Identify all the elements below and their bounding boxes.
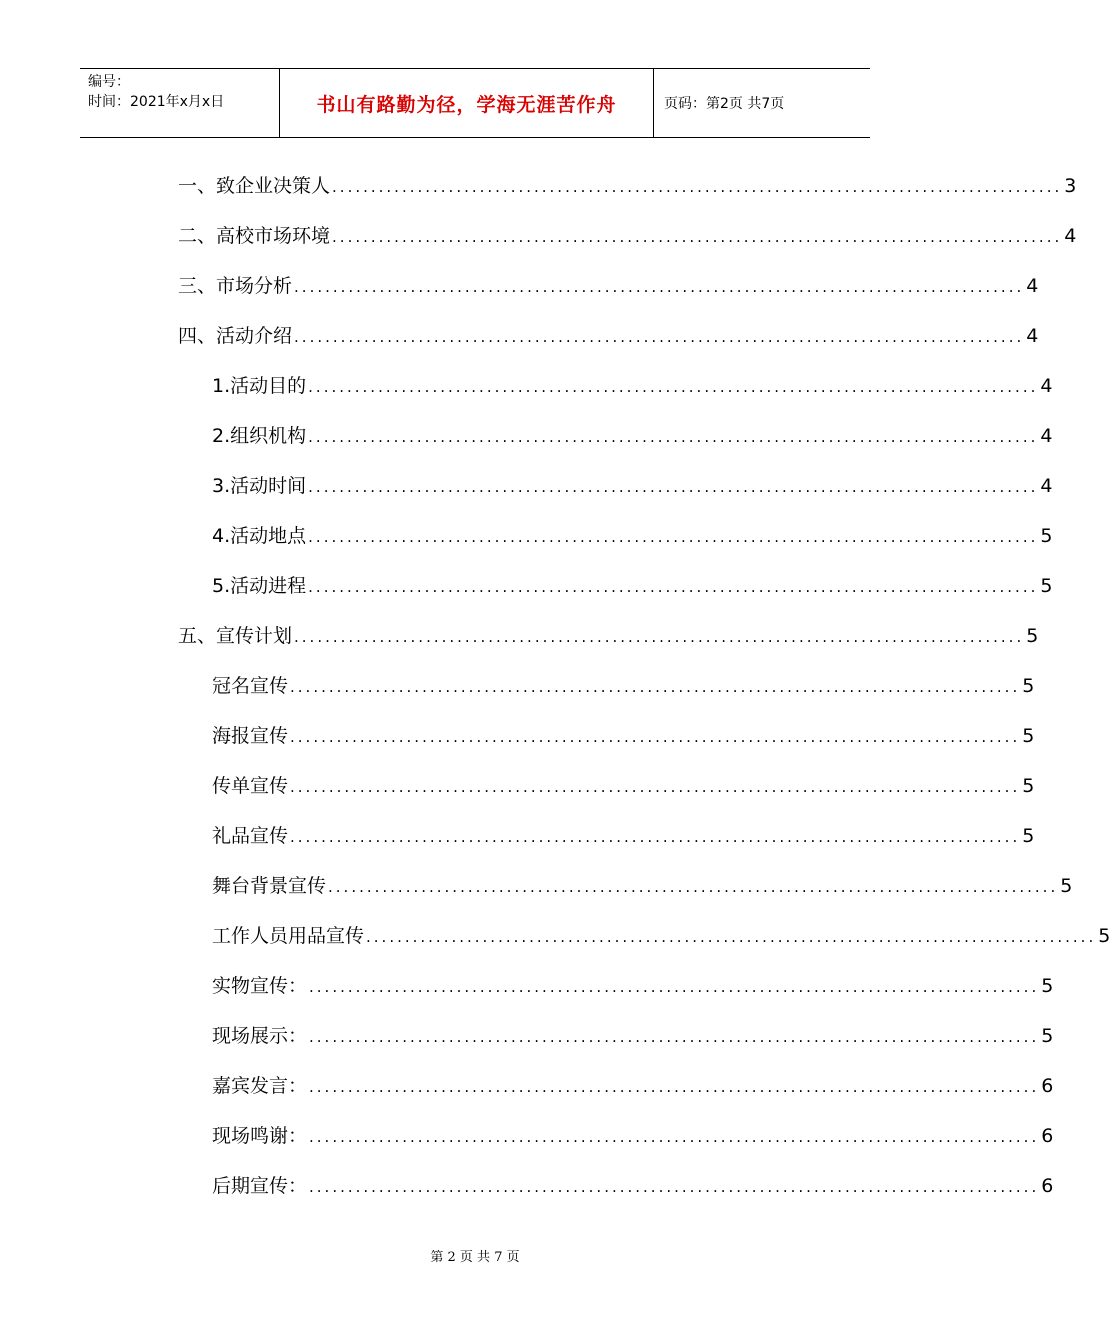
toc-leader-dots: ..............................................................................................: [290, 828, 1021, 846]
toc-entry-number: 3.: [212, 475, 231, 497]
toc-entry-page: 4: [1040, 425, 1053, 447]
toc-leader-dots: ..............................................................................................: [294, 278, 1025, 296]
toc-leader-dots: ..............................................................................................: [309, 1078, 1040, 1096]
toc-entry-page: 4: [1040, 375, 1053, 397]
toc-leader-dots: ..............................................................................................: [309, 1028, 1040, 1046]
toc-leader-dots: ..............................................................................................: [309, 1128, 1040, 1146]
toc-entry-page: 4: [1026, 275, 1039, 297]
header-page-info: 页码：第2页 共7页: [664, 96, 785, 112]
toc-entry-number: 一、: [178, 175, 217, 197]
toc-entry-label: 活动目的: [230, 375, 307, 397]
toc-entry-page: 6: [1041, 1175, 1054, 1197]
toc-entry-page: 5: [1040, 575, 1053, 597]
toc-entry[interactable]: [178, 168, 1077, 198]
toc-entry-page: 3: [1064, 175, 1077, 197]
toc-entry-label: 组织机构: [230, 425, 307, 447]
toc-leader-dots: ..............................................................................................: [309, 1178, 1040, 1196]
toc-leader-dots: ..............................................................................................: [309, 978, 1040, 996]
toc-leader-dots: ..............................................................................................: [308, 528, 1039, 546]
toc-entry[interactable]: [212, 418, 1053, 448]
toc-entry-number: 三、: [178, 275, 217, 297]
toc-leader-dots: ..............................................................................................: [294, 328, 1025, 346]
toc-entry-page: 4: [1064, 225, 1077, 247]
toc-entry-label: 现场鸣谢：: [212, 1125, 308, 1147]
toc-entry-label: 活动时间: [230, 475, 307, 497]
toc-entry[interactable]: [212, 568, 1053, 598]
header-motto: 书山有路勤为径，学海无涯苦作舟: [280, 69, 654, 137]
toc-entry-number: 1.: [212, 375, 231, 397]
toc-entry-label: 工作人员用品宣传: [212, 925, 365, 947]
toc-entry[interactable]: [212, 518, 1053, 548]
toc-leader-dots: ..............................................................................................: [332, 178, 1063, 196]
toc-entry[interactable]: [212, 918, 1110, 948]
toc-entry-number: 4.: [212, 525, 231, 547]
toc-entry-page: 5: [1022, 825, 1035, 847]
toc-leader-dots: ..............................................................................................: [290, 778, 1021, 796]
toc-entry-label: 现场展示：: [212, 1025, 308, 1047]
toc-entry-page: 5: [1026, 625, 1039, 647]
toc-entry-label: 高校市场环境: [216, 225, 331, 247]
toc-entry-number: 四、: [178, 325, 217, 347]
toc-entry-page: 5: [1041, 1025, 1054, 1047]
time-label: 时间：2021年x月x日: [88, 94, 225, 110]
toc-leader-dots: ..............................................................................................: [366, 928, 1097, 946]
toc-entry-number: 2.: [212, 425, 231, 447]
toc-entry[interactable]: [212, 768, 1035, 798]
toc-entry-page: 5: [1041, 975, 1054, 997]
toc-leader-dots: ..............................................................................................: [328, 878, 1059, 896]
number-label: 编号：: [88, 74, 130, 90]
header-meta: [80, 69, 280, 137]
page-header: [80, 68, 870, 138]
toc-leader-dots: ..............................................................................................: [308, 428, 1039, 446]
toc-entry-page: 4: [1026, 325, 1039, 347]
toc-entry-number: 二、: [178, 225, 217, 247]
toc-entry-label: 礼品宣传: [212, 825, 289, 847]
toc-entry-label: 舞台背景宣传: [212, 875, 327, 897]
toc-entry-label: 实物宣传：: [212, 975, 308, 997]
toc-entry[interactable]: [212, 1068, 1054, 1098]
toc-entry[interactable]: [178, 268, 1039, 298]
toc-entry[interactable]: [212, 368, 1053, 398]
toc-entry-page: 5: [1098, 925, 1110, 947]
toc-entry-label: 活动地点: [230, 525, 307, 547]
toc-entry-label: 五、宣传计划: [178, 625, 293, 647]
toc-entry[interactable]: [212, 718, 1035, 748]
toc-entry[interactable]: [212, 668, 1035, 698]
toc-entry-label: 活动介绍: [216, 325, 293, 347]
page-footer: 第 2 页 共 7 页: [430, 1250, 520, 1265]
toc-entry-page: 6: [1041, 1075, 1054, 1097]
toc-entry-label: 活动进程: [230, 575, 307, 597]
toc-entry[interactable]: [212, 468, 1053, 498]
toc-entry-page: 6: [1041, 1125, 1054, 1147]
toc-leader-dots: ..............................................................................................: [332, 228, 1063, 246]
toc-entry-page: 5: [1040, 525, 1053, 547]
toc-entry-label: 致企业决策人: [216, 175, 331, 197]
toc-entry-page: 4: [1040, 475, 1053, 497]
toc-entry-page: 5: [1022, 775, 1035, 797]
toc-leader-dots: ..............................................................................................: [294, 628, 1025, 646]
toc-entry-number: 5.: [212, 575, 231, 597]
toc-entry-label: 传单宣传: [212, 775, 289, 797]
toc-leader-dots: ..............................................................................................: [308, 578, 1039, 596]
toc-entry-label: 冠名宣传: [212, 675, 289, 697]
toc-entry-label: 嘉宾发言：: [212, 1075, 308, 1097]
toc-leader-dots: ..............................................................................................: [290, 728, 1021, 746]
toc-entry-page: 5: [1022, 675, 1035, 697]
toc-leader-dots: ..............................................................................................: [308, 378, 1039, 396]
toc-entry-page: 5: [1060, 875, 1073, 897]
toc-leader-dots: ..............................................................................................: [308, 478, 1039, 496]
toc-entry[interactable]: [212, 1168, 1054, 1198]
toc-entry[interactable]: [212, 818, 1035, 848]
toc-entry-label: 后期宣传：: [212, 1175, 308, 1197]
toc-entry-label: 市场分析: [216, 275, 293, 297]
toc-entry[interactable]: [212, 1018, 1054, 1048]
toc-entry[interactable]: [212, 968, 1054, 998]
toc-entry[interactable]: [178, 618, 1039, 648]
toc-entry-page: 5: [1022, 725, 1035, 747]
toc-entry-label: 海报宣传: [212, 725, 289, 747]
toc-entry[interactable]: [212, 868, 1073, 898]
toc-entry[interactable]: [178, 318, 1039, 348]
toc-entry[interactable]: [178, 218, 1077, 248]
toc-leader-dots: ..............................................................................................: [290, 678, 1021, 696]
toc-entry[interactable]: [212, 1118, 1054, 1148]
